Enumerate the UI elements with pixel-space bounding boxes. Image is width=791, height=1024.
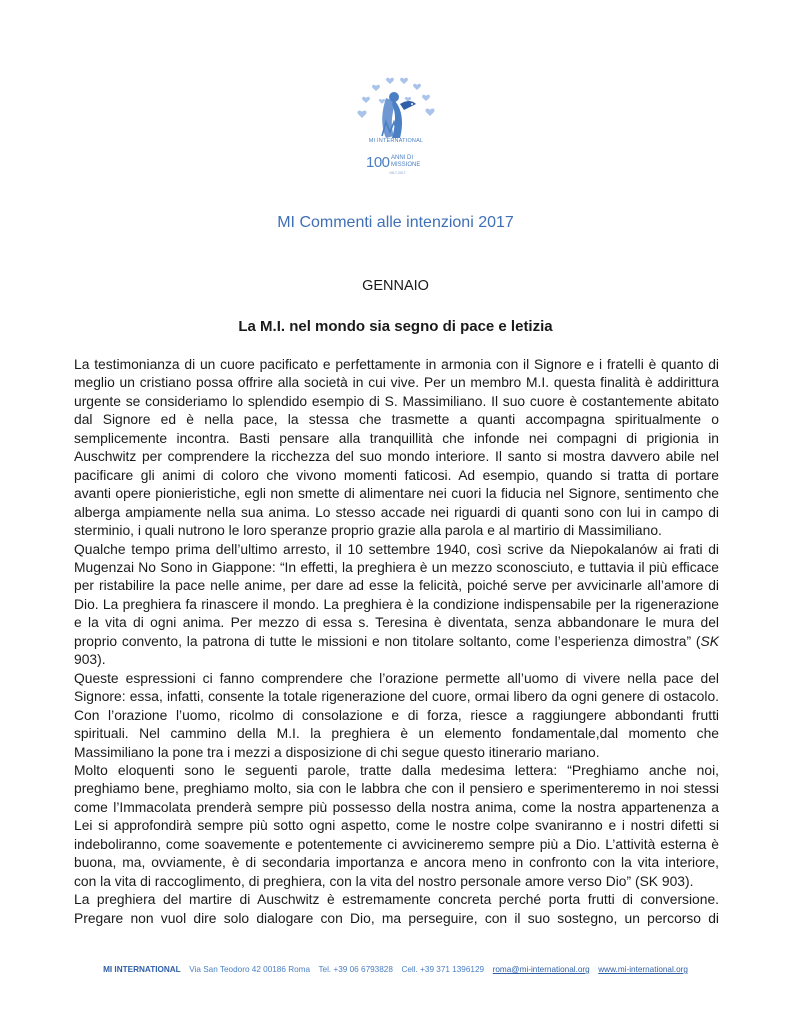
footer xyxy=(0,965,791,974)
body-line: Auschwitz per comprendere la ricchezza del suo mondo interiore. Il santo si mostra davvero abile nel xyxy=(74,448,719,465)
sk-reference: SK xyxy=(700,632,719,649)
body-line: Molto eloquenti sono le seguenti parole, tratte dalla medesima lettera: “Preghiamo anche noi, xyxy=(74,761,719,778)
footer-cell: Cell. +39 371 1396129 xyxy=(401,965,485,974)
body-line: Dio. La preghiera fa rinascere il mondo. La preghiera è la condizione indispensabile per la rigenerazione xyxy=(74,595,719,612)
body-line: avanti opere pionieristiche, egli non smette di alimentare nei cuori la fiducia nel Signore, sentimento che xyxy=(74,485,719,502)
footer-tel: Tel. +39 06 6793828 xyxy=(318,965,393,974)
intention-subtitle: La M.I. nel mondo sia segno di pace e letizia xyxy=(238,318,553,335)
logo-anni-line1: ANNI DI xyxy=(391,155,414,161)
body-line xyxy=(74,632,719,650)
logo-anniversary-number: 100 xyxy=(366,154,390,171)
body-line: Signore: essa, infatti, consente la totale rigenerazione del cuore, ormai libero da ogni genere di ostacolo. xyxy=(74,688,719,705)
body-text xyxy=(74,355,719,927)
logo-org-text: MI INTERNATIONAL xyxy=(368,138,424,144)
body-line: meglio un cristiano possa offrire alla società in cui vive. Per un membro M.I. questa finalità è addirittura xyxy=(74,374,719,391)
body-line: urgente se consideriamo lo splendido esempio di S. Massimiliano. Il suo cuore è costantemente abitato xyxy=(74,392,719,409)
body-line: come l’Immacolata prenderà sempre più possesso della nostra anima, come la nostra appartenenza a xyxy=(74,798,719,815)
body-line: alberga ampiamente nella sua anima. Lo stesso accade nei riguardi di quanti sono con lui in campo di xyxy=(74,503,719,520)
logo-anniversary-text xyxy=(391,155,420,168)
body-line: buona, ma, ovviamente, è di secondaria importanza e ancora meno in confronto con la vita interiore, xyxy=(74,854,719,871)
body-line: indeboliranno, come soavemente e potentemente ci avvicineremo sempre più a Dio. L’attività esterna è xyxy=(74,835,719,852)
month-heading: GENNAIO xyxy=(362,278,429,294)
footer-email-link[interactable]: roma@mi-international.org xyxy=(492,965,590,974)
body-line: per ristabilire la pace nelle anime, per dare ad esse la felicità, poiché serve per avvicinarle all’amore di xyxy=(74,577,719,594)
body-line: Pregare non vuol dire solo dialogare con Dio, ma perseguire, con il suo sostegno, un percorso di xyxy=(74,909,719,926)
body-line: Con l’orazione l’uomo, ricolmo di consolazione e di forza, riesce a raggiungere abbondanti frutti xyxy=(74,706,719,723)
body-line: sterminio, i quali nutrono le loro speranze proprio grazie alla parola e al martirio di Massimiliano. xyxy=(74,522,662,539)
logo-anni-line2: MISSIONE xyxy=(391,161,421,168)
body-line: 903). xyxy=(74,651,106,668)
body-line: Queste espressioni ci fanno comprendere che l’orazione permette all’uomo di vivere nella pace del xyxy=(74,669,719,686)
body-line: semplicemente incontra. Basti pensare alla tranquillità che infonde nei compagni di prigionia in xyxy=(74,429,719,446)
body-line: Lei si approfondirà sempre più sotto ogni aspetto, come le nostre colpe svaniranno e i nostri difetti si xyxy=(74,817,719,834)
footer-address: Via San Teodoro 42 00186 Roma xyxy=(189,965,311,974)
body-line: spirituali. Nel cammino della M.I. la preghiera è un elemento fondamentale,dal momento che xyxy=(74,725,719,742)
body-line: dal Signore ed è nella pace, la stessa che trasmette a quanti accompagna spiritualmente o xyxy=(74,411,719,428)
logo-dates: 1917-2017 xyxy=(389,171,406,175)
body-line: pacificare gli animi di coloro che vivono momenti faticosi. Ad esempio, quando si tratta di portare xyxy=(74,466,719,483)
footer-org: MI INTERNATIONAL xyxy=(103,965,181,974)
body-line: preghiamo bene, preghiamo molto, sia con le labbra che con il pensiero e sperimenteremo in noi stessi xyxy=(74,780,719,797)
body-line: con la vita di raccoglimento, di preghiera, con la vita del nostro personale amore verso Dio” (SK 903). xyxy=(74,872,694,889)
body-line: e la vita di ogni anima. Per mezzo di essa s. Teresina è diventata, senza abbandonare le mura del xyxy=(74,614,719,631)
document-title: MI Commenti alle intenzioni 2017 xyxy=(277,214,514,231)
body-line: Qualche tempo prima dell’ultimo arresto, il 10 settembre 1940, così scrive da Niepokalanów ai frati di xyxy=(74,540,719,557)
body-line: Massimiliano la pone tra i mezzi a disposizione di chi segue questo itinerario mariano. xyxy=(74,743,600,760)
body-line-text: proprio convento, la patrona di tutte le missioni e non titolare soltanto, come l’esperienza dimostra” ( xyxy=(74,632,701,649)
mi-logo xyxy=(346,70,446,188)
body-line: La testimonianza di un cuore pacificato e perfettamente in armonia con il Signore e i fratelli è quanto di xyxy=(74,356,719,372)
body-line: La preghiera del martire di Auschwitz è estremamente concreta perché porta frutti di conversione. xyxy=(74,891,719,908)
body-line: Mugenzai No Sono in Giappone: “In effetti, la preghiera è un mezzo sconosciuto, e tuttavia il più efficace xyxy=(74,558,719,575)
footer-website-link[interactable]: www.mi-international.org xyxy=(598,965,688,974)
